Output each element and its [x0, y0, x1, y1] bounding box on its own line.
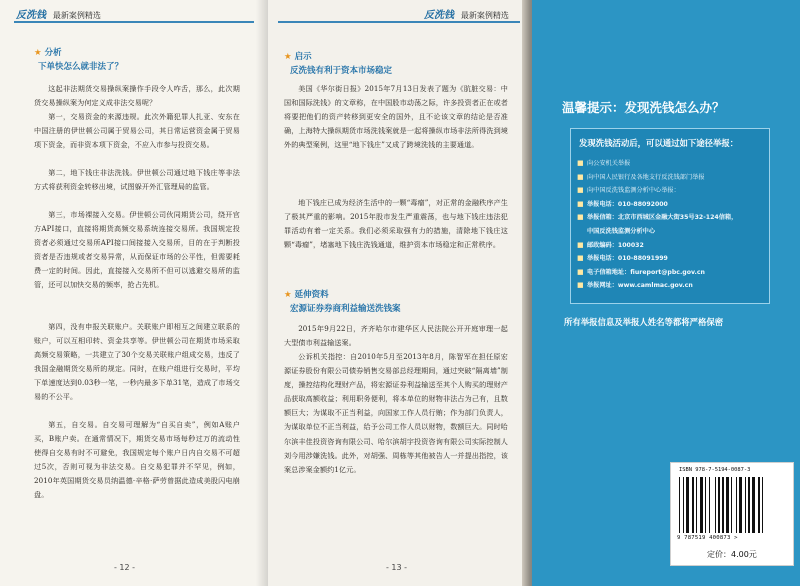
paragraph: 第四，没有申报关联账户。关联账户即相互之间建立联系的账户，可以互相印转、资金共享等。伊世顿公司在期货市场采取高频交易策略，一共建立了30个交易关联账户组成交易，违反了我国金融期货交易所的规定。同时，在账户组进行交易时，平均下单速度达到0.03秒一笔，一秒内最多下单31笔，造成了市场交易的不公平。 [34, 322, 240, 402]
list-item: ■ 电子信箱地址：fiureport@pbc.gov.cn [577, 266, 763, 280]
section-label: ★ 延伸资料 [284, 290, 329, 300]
back-cover [532, 0, 800, 586]
barcode-bar [752, 477, 755, 533]
header-subtitle: 最新案例精选 [460, 11, 509, 20]
paragraph: 第二，地下钱庄非法洗钱。伊世顿公司通过地下钱庄等非法方式将获利资金转移出境，试图躲开外汇管理局的监管。 [34, 168, 240, 192]
list-item: ■ 向中国反洗钱监测分析中心举报： [577, 184, 763, 198]
list-item: ■ 向公安机关举报 [577, 157, 763, 171]
barcode-bar [726, 477, 729, 533]
barcode-bar [692, 477, 694, 533]
warm-tip-heading: 温馨提示：发现洗钱怎么办？ [562, 100, 725, 115]
paragraph: 第五，自交易。自交易可理解为“自买自卖”，例如A账户买，B账户卖。在通常情况下，期货交易市场每秒过万的流动性使得自交易有时不可避免，我国规定每个账户日内自交易不可超过5次，否则可视为非法交易。自交易犯罪并不罕见，例如，2010年英国期货交易员纳温德·辛格·萨劳曾据此造成美股闪电崩盘。 [34, 420, 240, 500]
barcode-bar [731, 477, 732, 533]
header-rule [14, 21, 254, 23]
isbn-barcode [670, 462, 794, 566]
header-subtitle: 最新案例精选 [52, 11, 101, 20]
bullet-icon: ■ [577, 172, 584, 181]
header-rule [278, 21, 520, 23]
paragraph: 美国《华尔街日报》2015年7月13日发表了题为《肮脏交易：中国和国际洗钱》的文章称，在中国股市动荡之际，许多投资者正在或者将要把他们的资产转移到更安全的国外，且不论该文章的结论是否准确，上海特大操纵期货市场洗钱案就是一起将操纵市场非法所得洗到境外的典型案例，这里“地下钱庄”又成了跨境洗钱的主要通道。 [284, 84, 508, 150]
section-label: ★ 启示 [284, 52, 312, 62]
bullet-icon: ■ [577, 281, 584, 290]
list-item: ■ 举报电话：010-88091999 [577, 252, 763, 266]
barcode-bar [709, 477, 710, 533]
bullet-icon: ■ [577, 186, 584, 195]
list-item: ■ 举报电话：010-88092000 [577, 198, 763, 212]
list-item: ■ 举报信箱：北京市西城区金融大街35号32-124信箱， [577, 211, 763, 225]
barcode-bar [700, 477, 703, 533]
barcode-bars [679, 477, 787, 533]
section-title: 反洗钱有利于资本市场稳定 [290, 66, 393, 76]
barcode-number: 9 787519 400873 > [677, 535, 738, 541]
bullet-icon: ■ [577, 213, 584, 222]
barcode-bar [758, 477, 760, 533]
page-13 [268, 0, 532, 586]
page-12 [0, 0, 268, 586]
paragraph: 这起非法期货交易操纵案操作手段令人咋舌，那么，此次期货交易操纵案为何定义成非法交易呢？ [34, 84, 240, 108]
bullet-icon: ■ [577, 240, 584, 249]
star-icon: ★ [284, 52, 292, 62]
barcode-bar [718, 477, 720, 533]
barcode-bar [683, 477, 684, 533]
barcode-bar [679, 477, 680, 533]
bullet-icon: ■ [577, 199, 584, 208]
paragraph: 2015年9月22日，齐齐哈尔市建华区人民法院公开开庭审理一起大型债市利益输送案。 [284, 324, 508, 348]
privacy-note: 所有举报信息及举报人姓名等都将严格保密 [564, 317, 724, 327]
list-item: ■ 举报网址：www.camlmac.gov.cn [577, 279, 763, 293]
header-brand: 反洗钱 [424, 10, 454, 21]
bullet-icon: ■ [577, 159, 584, 167]
barcode-bar [705, 477, 706, 533]
page-number: - 12 - [114, 563, 136, 572]
barcode-bar [745, 477, 746, 533]
list-item: ■ 向中国人民银行及各地支行反洗钱部门举报 [577, 171, 763, 185]
barcode-bar [748, 477, 750, 533]
paragraph: 公诉机关指控：自2010年5月至2013年8月，陈智军在担任原宏源证券股份有限公司债券销售交易部总经理期间，通过突破“隔离墙”制度，操控结构化理财产品，将宏源证券利益输送至其个人购买的理财产品获取高额收益；利用职务便利，将本单位的财物非法占为己有，且数额巨大；为谋取不正当利益，向国家工作人员行贿；作为部门负责人，为谋取单位不正当利益，给予公司工作人员以财物，数额巨大。同时哈尔滨丰佳投资咨询有限公司、哈尔滨胡宇投资咨询有限公司实际控制人刘今用涉嫌洗钱。此外，对胡强、周栋等其他被告人一并提出指控，该案总涉案金额约1亿元。 [284, 352, 508, 474]
barcode-bar [722, 477, 724, 533]
list-item: 中国反洗钱监测分析中心 [587, 227, 656, 235]
star-icon: ★ [34, 48, 42, 58]
paragraph: 第三，市场裸接入交易。伊世顿公司伙同期货公司，绕开官方API接口，直接将期货高频交易系统连接交易所。我国规定投资者必须通过交易所API接口间接接入交易所，目的在于判断投资者是否违规或者交易异常，从而保证市场的公平性，但需要耗费一定的时间。因此，直接接入交易所不但可以逃避交易所的监管，还可以加快交易的频率，抢占先机。 [34, 210, 240, 290]
header-brand: 反洗钱 [16, 10, 46, 21]
list-item: ■ 邮政编码：100032 [577, 239, 763, 253]
section-title: 下单快怎么就非法了？ [38, 62, 124, 72]
barcode-bar [739, 477, 742, 533]
price-label: 定价：4.00元 [707, 550, 757, 559]
running-header [424, 6, 509, 21]
report-intro: 发现洗钱活动后，可以通过如下途径举报： [579, 138, 739, 148]
barcode-bar [715, 477, 716, 533]
isbn-text: ISBN 978-7-5194-0087-3 [679, 467, 751, 473]
barcode-bar [696, 477, 697, 533]
running-header [16, 6, 101, 21]
barcode-bar [686, 477, 689, 533]
bullet-icon: ■ [577, 267, 584, 276]
bullet-icon: ■ [577, 254, 584, 263]
barcode-bar [762, 477, 763, 533]
section-title: 宏源证券券商利益输送洗钱案 [290, 304, 401, 314]
report-channels-box [570, 128, 770, 304]
section-label: ★ 分析 [34, 48, 62, 58]
page-number: - 13 - [386, 563, 408, 572]
report-channel-list [577, 157, 763, 293]
barcode-bar [736, 477, 737, 533]
paragraph: 地下钱庄已成为经济生活中的一颗“毒瘤”，对正常的金融秩序产生了极其严重的影响。2015年股市发生严重震荡，也与地下钱庄违法犯罪活动有着一定关系。我们必须采取强有力的措施，清除地下钱庄这颗“毒瘤”，堵塞地下钱庄洗钱通道，维护资本市场稳定和正常秩序。 [284, 198, 508, 250]
paragraph: 第一，交易资金的来源违规。此次外籍犯罪人扎亚、安东在中国注册的伊世顿公司属于贸易公司，其日常运营资金属于贸易项下资金，而非资本项下资金，不应入市参与投资交易。 [34, 112, 240, 150]
star-icon: ★ [284, 290, 292, 300]
